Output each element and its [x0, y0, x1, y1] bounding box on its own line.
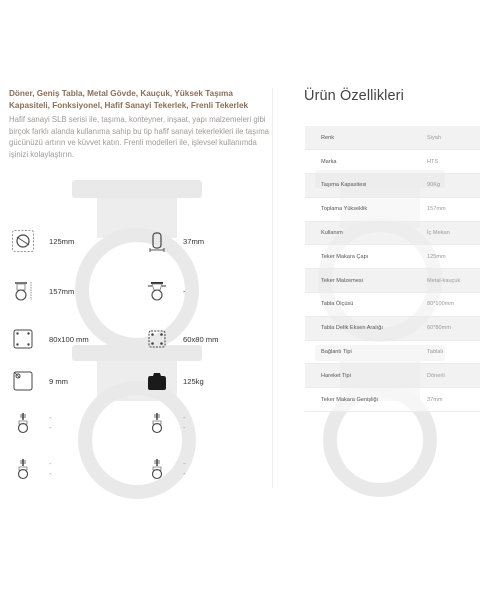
feature-value: 60*80mm: [427, 316, 480, 340]
feature-row: [305, 340, 480, 364]
spec-value: -: [183, 286, 186, 296]
spec-load-weight: [143, 364, 204, 398]
feature-value: 125mm: [427, 245, 480, 269]
feature-row: [305, 293, 480, 317]
feature-row: [305, 364, 480, 388]
feature-value: HTS: [427, 150, 480, 174]
spec-stem-b: [143, 406, 186, 440]
wheel-diameter-icon: [9, 227, 37, 255]
spec-plate-size: [9, 322, 89, 356]
plate-size-icon: [9, 325, 37, 353]
spec-value: 60x80 mm: [183, 334, 219, 344]
feature-row: [305, 221, 480, 245]
spec-wheel-width: [143, 224, 204, 258]
features-title: Ürün Özellikleri: [304, 88, 404, 104]
feature-value: Metal-kauçuk: [427, 269, 480, 293]
spec-hole-spacing: [143, 322, 218, 356]
spec-value: - -: [49, 413, 52, 432]
spec-value: 125mm: [49, 236, 75, 246]
stem-caster-icon: [143, 455, 171, 483]
feature-key: Taşıma Kapasitesi: [305, 174, 427, 198]
feature-key: Teker Makara Genişliği: [305, 388, 427, 412]
feature-key: Renk: [305, 126, 427, 150]
product-intro: [9, 88, 271, 160]
spec-offset: [143, 274, 186, 308]
spec-value: 125kg: [183, 376, 204, 386]
spec-value: 9 mm: [49, 376, 68, 386]
spec-stem-c: [9, 452, 52, 486]
column-divider: [272, 88, 273, 488]
feature-key: Tabla Delik Eksen Aralığı: [305, 316, 427, 340]
feature-key: Hareket Tipi: [305, 364, 427, 388]
spec-bolt-hole: [9, 364, 68, 398]
spec-value: 37mm: [183, 236, 205, 246]
product-description: Hafif sanayi SLB serisi ile, taşıma, konteyner, inşaat, yapı malzemeleri gibi birçok farklı alanda kullanıma sahip bu tip hafif sanayi tekerlekleri ile taşıma gücünüzü artırın ve küvvet katın. Frenli modelleri ile, işlevsel kullanımda işinizi kolaylaştırın.: [9, 115, 270, 159]
feature-key: Marka: [305, 150, 427, 174]
feature-row: [305, 126, 480, 150]
spec-value: - -: [49, 459, 52, 478]
feature-key: Kullanım: [305, 221, 427, 245]
feature-key: Bağlantı Tipi: [305, 340, 427, 364]
feature-value: 157mm: [427, 197, 480, 221]
spec-value: 157mm: [49, 286, 75, 296]
bolt-hole-icon: [9, 367, 37, 395]
feature-key: Teker Malzemesi: [305, 269, 427, 293]
stem-caster-icon: [9, 409, 37, 437]
feature-row: [305, 388, 480, 412]
feature-value: Tablalı: [427, 340, 480, 364]
feature-row: [305, 269, 480, 293]
feature-value: İç Mekan: [427, 221, 480, 245]
offset-icon: [143, 277, 171, 305]
feature-row: [305, 316, 480, 340]
feature-row: [305, 150, 480, 174]
product-features-table: [305, 126, 480, 412]
feature-key: Teker Makara Çapı: [305, 245, 427, 269]
feature-key: Tabla Ölçüsü: [305, 293, 427, 317]
stem-caster-icon: [9, 455, 37, 483]
feature-key: Toplama Yükseklik: [305, 197, 427, 221]
spec-stem-a: [9, 406, 52, 440]
hole-spacing-icon: [143, 325, 171, 353]
spec-stem-d: [143, 452, 186, 486]
load-weight-icon: [143, 367, 171, 395]
feature-value: 80*100mm: [427, 293, 480, 317]
wheel-width-icon: [143, 227, 171, 255]
total-height-icon: [9, 277, 37, 305]
stem-caster-icon: [143, 409, 171, 437]
spec-wheel-diameter: [9, 224, 74, 258]
spec-value: 80x100 mm: [49, 334, 89, 344]
spec-value: - -: [183, 413, 186, 432]
feature-value: Dönerli: [427, 364, 480, 388]
feature-row: [305, 197, 480, 221]
feature-value: 90Kg: [427, 174, 480, 198]
feature-value: Siyah: [427, 126, 480, 150]
spec-value: - -: [183, 459, 186, 478]
feature-row: [305, 174, 480, 198]
product-title: Döner, Geniş Tabla, Metal Gövde, Kauçuk, Yüksek Taşıma Kapasiteli, Fonksiyonel, Hafif Sanayi Tekerlek, Frenli Tekerlek: [9, 89, 249, 110]
spec-total-height: [9, 274, 74, 308]
feature-row: [305, 245, 480, 269]
feature-value: 37mm: [427, 388, 480, 412]
